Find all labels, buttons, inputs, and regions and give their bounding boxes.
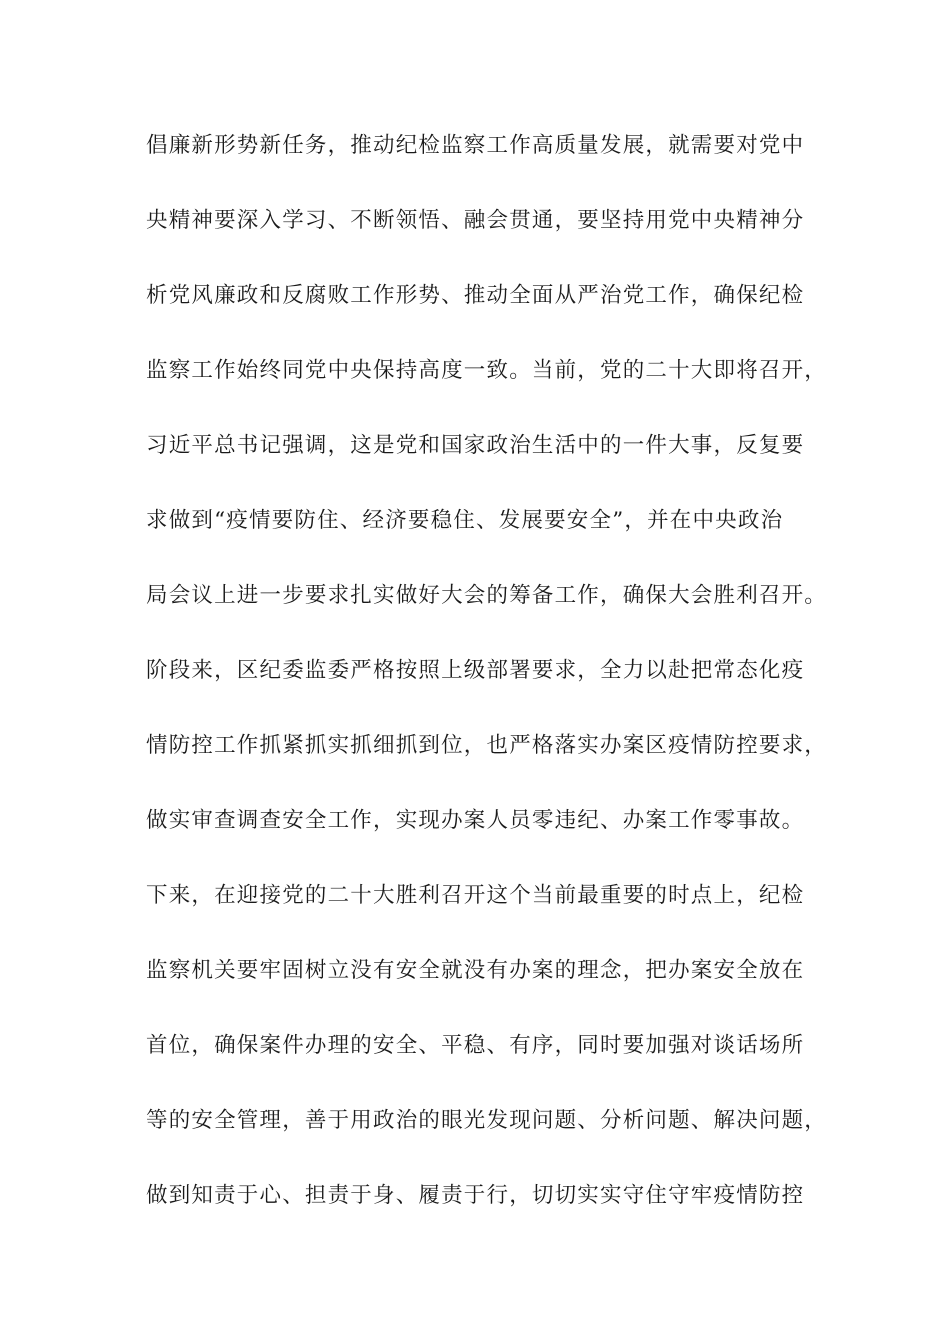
text-line: 习近平总书记强调，这是党和国家政治生活中的一件大事，反复要 bbox=[146, 433, 805, 458]
text-line: 情防控工作抓紧抓实抓细抓到位，也严格落实办案区疫情防控要求， bbox=[146, 733, 828, 758]
text-line: 首位，确保案件办理的安全、平稳、有序，同时要加强对谈话场所 bbox=[146, 1033, 805, 1058]
text-line: 监察工作始终同党中央保持高度一致。当前，党的二十大即将召开， bbox=[146, 358, 828, 383]
text-line: 央精神要深入学习、不断领悟、融会贯通，要坚持用党中央精神分 bbox=[146, 208, 805, 233]
text-line: 倡廉新形势新任务，推动纪检监察工作高质量发展，就需要对党中 bbox=[146, 133, 805, 158]
text-line: 做到知责于心、担责于身、履责于行，切切实实守住守牢疫情防控 bbox=[146, 1183, 805, 1208]
body-text bbox=[146, 126, 826, 1251]
text-line: 做实审查调查安全工作，实现办案人员零违纪、办案工作零事故。 bbox=[146, 808, 805, 833]
text-line: 等的安全管理，善于用政治的眼光发现问题、分析问题、解决问题， bbox=[146, 1108, 828, 1133]
text-line: 求做到“疫情要防住、经济要稳住、发展要安全”，并在中央政治 bbox=[146, 508, 784, 533]
text-line: 阶段来，区纪委监委严格按照上级部署要求，全力以赴把常态化疫 bbox=[146, 658, 805, 683]
text-line: 局会议上进一步要求扎实做好大会的筹备工作，确保大会胜利召开。 bbox=[146, 583, 828, 608]
text-line: 下来，在迎接党的二十大胜利召开这个当前最重要的时点上，纪检 bbox=[146, 883, 805, 908]
text-line: 监察机关要牢固树立没有安全就没有办案的理念，把办案安全放在 bbox=[146, 958, 805, 983]
text-line: 析党风廉政和反腐败工作形势、推动全面从严治党工作，确保纪检 bbox=[146, 283, 805, 308]
